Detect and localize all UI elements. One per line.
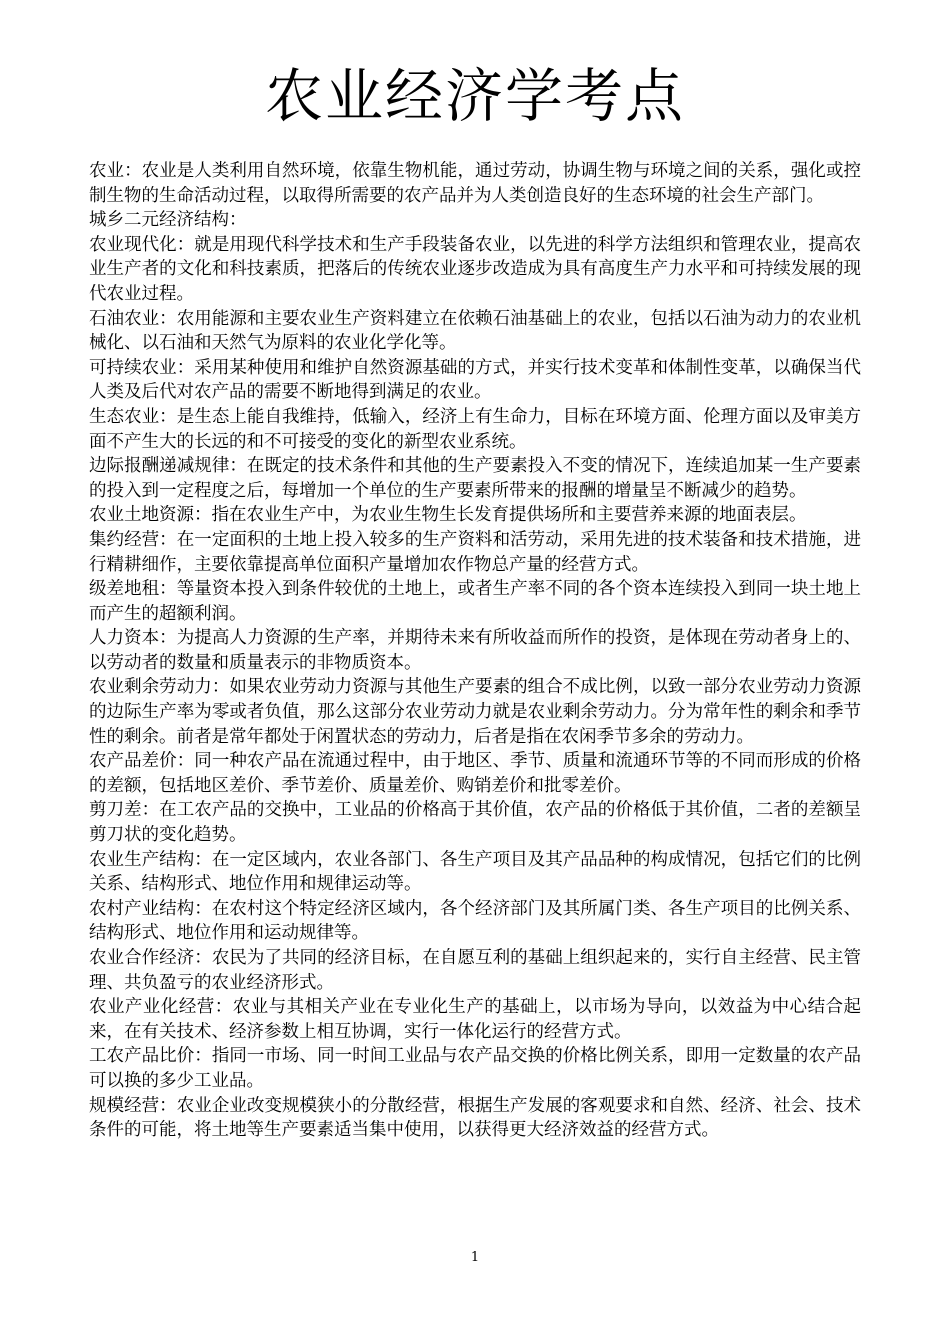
definition-industrialized-management: 农业产业化经营：农业与其相关产业在专业化生产的基础上，以市场为导向，以效益为中心结合起来，在有关技术、经济参数上相互协调，实行一体化运行的经营方式。 (89, 997, 861, 1042)
definition-intensive-management: 集约经营：在一定面积的土地上投入较多的生产资料和活劳动，采用先进的技术装备和技术措施，进行精耕细作，主要依靠提高单位面积产量增加农作物总产量的经营方式。 (89, 529, 861, 575)
definition-land-resources: 农业土地资源：指在农业生产中，为农业生物生长发育提供场所和主要营养来源的地面表层。 (89, 505, 807, 526)
definition-price-differential: 农产品差价：同一种农产品在流通过程中，由于地区、季节、质量和流通环节等的不同而形成的价格的差额，包括地区差价、季节差价、质量差价、购销差价和批零差价。 (89, 751, 861, 796)
definition-scissors-gap: 剪刀差：在工农产品的交换中，工业品的价格高于其价值，农产品的价格低于其价值，二者的差额呈剪刀状的变化趋势。 (89, 800, 861, 846)
page-number: 1 (470, 1250, 480, 1265)
definition-sustainable-agriculture: 可持续农业：采用某种使用和维护自然资源基础的方式，并实行技术变革和体制性变革，以确保当代人类及后代对农产品的需要不断地得到满足的农业。 (89, 357, 861, 403)
definition-surplus-labor: 农业剩余劳动力：如果农业劳动力资源与其他生产要素的组合不成比例，以致一部分农业劳动力资源的边际生产率为零或者负值，那么这部分农业劳动力就是农业剩余劳动力。分为常年性的剩余和季节性的剩余。前者是常年都处于闲置状态的劳动力，后者是指在农闲季节多余的劳动力。 (89, 677, 861, 747)
definition-human-capital: 人力资本：为提高人力资源的生产率，并期待未来有所收益而所作的投资，是体现在劳动者身上的、以劳动者的数量和质量表示的非物质资本。 (89, 628, 861, 673)
definition-production-structure: 农业生产结构：在一定区域内，农业各部门、各生产项目及其产品品种的构成情况，包括它们的比例关系、结构形式、地位作用和规律运动等。 (89, 849, 861, 895)
definition-agriculture: 农业：农业是人类利用自然环境，依靠生物机能，通过劳动，协调生物与环境之间的关系，强化或控制生物的生命活动过程，以取得所需要的农产品并为人类创造良好的生态环境的社会生产部门。 (89, 161, 861, 206)
definition-agricultural-modernization: 农业现代化：就是用现代科学技术和生产手段装备农业，以先进的科学方法组织和管理农业，提高农业生产者的文化和科技素质，把落后的传统农业逐步改造成为具有高度生产力水平和可持续发展的现代农业过程。 (89, 234, 861, 304)
definition-dual-economy: 城乡二元经济结构： (89, 210, 247, 231)
definition-differential-rent: 级差地租：等量资本投入到条件较优的土地上，或者生产率不同的各个资本连续投入到同一块土地上而产生的超额利润。 (89, 579, 861, 624)
definition-rural-industry-structure: 农村产业结构：在农村这个特定经济区域内，各个经济部门及其所属门类、各生产项目的比例关系、结构形式、地位作用和运动规律等。 (89, 898, 861, 944)
definition-ecological-agriculture: 生态农业：是生态上能自我维持，低输入，经济上有生命力，目标在环境方面、伦理方面以及审美方面不产生大的长远的和不可接受的变化的新型农业系统。 (89, 406, 861, 452)
definition-petroleum-agriculture: 石油农业：农用能源和主要农业生产资料建立在依赖石油基础上的农业，包括以石油为动力的农业机械化、以石油和天然气为原料的农业化学化等。 (89, 308, 861, 354)
definition-diminishing-returns: 边际报酬递减规律：在既定的技术条件和其他的生产要素投入不变的情况下，连续追加某一生产要素的投入到一定程度之后，每增加一个单位的生产要素所带来的报酬的增量呈不断减少的趋势。 (89, 456, 861, 501)
definition-scale-management: 规模经营：农业企业改变规模狭小的分散经营，根据生产发展的客观要求和自然、经济、社会、技术条件的可能，将土地等生产要素适当集中使用，以获得更大经济效益的经营方式。 (89, 1095, 861, 1141)
definition-price-ratio: 工农产品比价：指同一市场、同一时间工业品与农产品交换的价格比例关系，即用一定数量的农产品可以换的多少工业品。 (89, 1046, 861, 1091)
page-title: 农业经济学考点 (264, 62, 685, 130)
definition-cooperative-economy: 农业合作经济：农民为了共同的经济目标，在自愿互利的基础上组织起来的，实行自主经营、民主管理、共负盈亏的农业经济形式。 (89, 948, 861, 993)
document-body (89, 159, 861, 1143)
